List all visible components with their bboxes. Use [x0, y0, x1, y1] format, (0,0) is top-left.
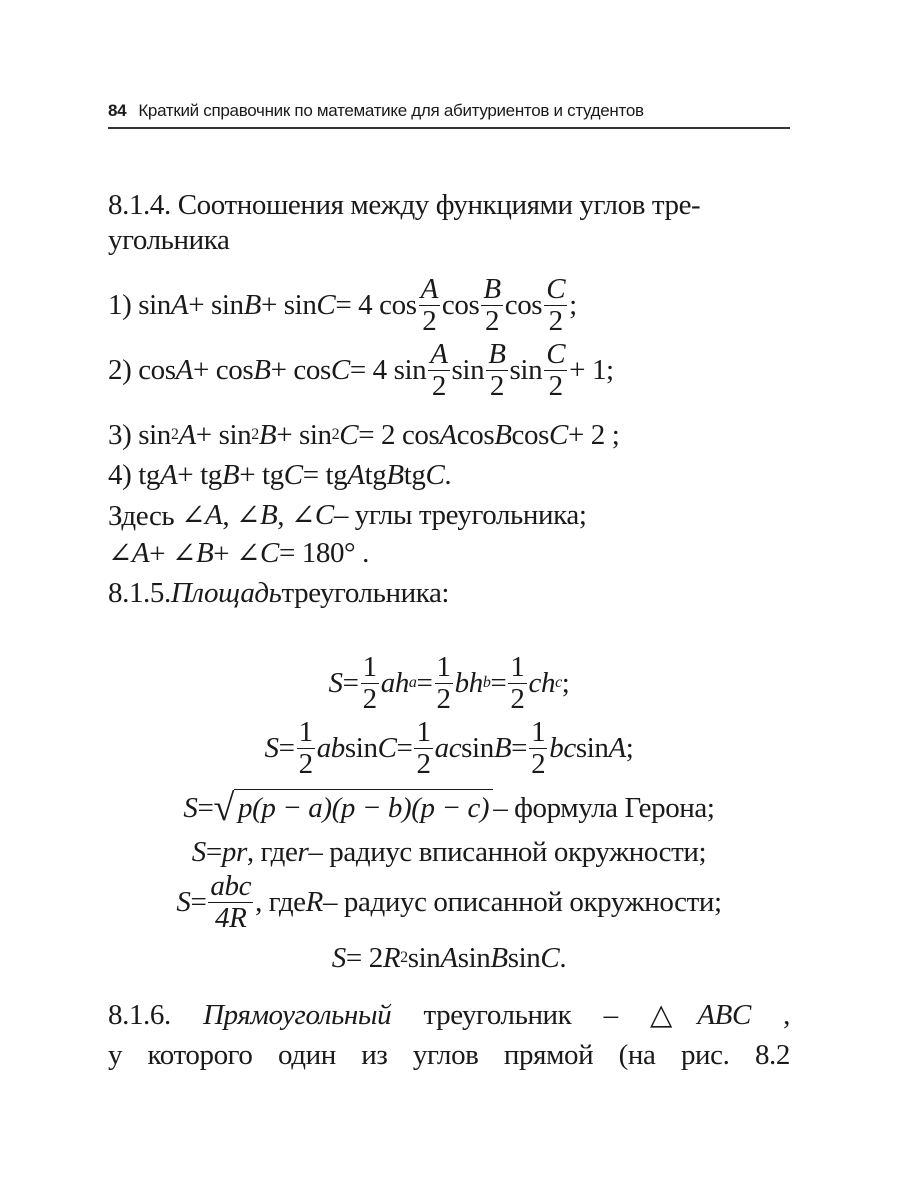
text-run: tg [403, 458, 426, 491]
math-variable: B [221, 458, 240, 491]
text-line [108, 558, 790, 628]
superscript: 2 [331, 426, 340, 443]
text-run: Здесь ∠ [108, 499, 206, 532]
fraction-denominator: 2 [362, 682, 377, 715]
fraction [544, 337, 567, 402]
fraction [481, 272, 502, 337]
text-run: . [559, 941, 567, 974]
math-variable: B [259, 498, 278, 531]
text-run: 8.1.4. Соотношения между функциями углов тре- [108, 188, 701, 221]
text-run: = tg [302, 458, 348, 491]
math-variable: A [170, 288, 189, 321]
text-run: ; [561, 666, 570, 699]
fraction-numerator: A [420, 272, 438, 305]
text-line [108, 335, 790, 405]
math-variable: A [175, 353, 193, 386]
fraction-denominator: 2 [531, 747, 546, 780]
math-variable: S [183, 791, 198, 824]
text-run: – углы треугольника; [333, 498, 587, 531]
fraction-denominator: 2 [416, 747, 431, 780]
fraction-denominator: 2 [485, 304, 500, 337]
text-run: = [490, 666, 507, 699]
math-variable: B [386, 458, 404, 491]
fraction [529, 715, 547, 780]
subscript: c [555, 674, 562, 691]
text-run: + sin [276, 418, 332, 451]
text-run: + tg [177, 458, 222, 491]
math-variable: Площадь [170, 576, 282, 609]
text-run: = [190, 885, 207, 918]
text-run: cos [441, 288, 480, 321]
math-variable: r [297, 835, 309, 868]
fraction-numerator: 1 [510, 650, 525, 683]
math-variable: S [176, 885, 191, 918]
text-run: sin [407, 941, 441, 974]
fraction-numerator: C [546, 337, 566, 370]
text-run: 8.1.6. [108, 999, 204, 1031]
fraction-denominator: 2 [431, 369, 446, 402]
fraction-denominator: 2 [510, 682, 525, 715]
text-run: , где [255, 885, 306, 918]
text-run: 3) sin [108, 418, 171, 451]
math-variable: A [347, 458, 365, 491]
fraction [419, 272, 440, 337]
text-run: у которого один из углов прямой (на рис. 8.2 [108, 1039, 790, 1071]
text-run: , [750, 999, 790, 1031]
math-variable: C [330, 353, 350, 386]
fraction-denominator: 4R [215, 901, 247, 934]
fraction [414, 715, 432, 780]
text-run: sin [451, 353, 485, 386]
math-variable: R [382, 941, 401, 974]
subscript: a [408, 674, 417, 691]
fraction-numerator: A [430, 337, 448, 370]
text-run: = 180° . [278, 536, 369, 569]
math-variable: C [260, 536, 279, 569]
text-line [108, 1020, 790, 1090]
text-run: 4) tg [108, 458, 160, 491]
text-run: + ∠ [213, 537, 260, 570]
math-variable: A [159, 458, 178, 491]
text-run: + 2 ; [567, 418, 620, 451]
fraction [486, 337, 507, 402]
text-run: 1) sin [108, 288, 171, 321]
superscript: 2 [400, 949, 408, 966]
fraction-numerator: 1 [362, 650, 377, 683]
text-run: + sin [188, 288, 244, 321]
math-variable: pr [221, 835, 247, 868]
fraction-numerator: C [546, 272, 566, 305]
math-variable: B [253, 353, 271, 386]
math-variable: C [549, 418, 568, 451]
math-variable: ah [380, 666, 409, 699]
text-run: = 4 sin [349, 353, 427, 386]
fraction-numerator: 1 [416, 715, 431, 748]
radicand: p(p − a)(p − b)(p − c) [234, 789, 493, 827]
text-run: треугольник – △ [391, 999, 698, 1031]
math-variable: C [540, 941, 560, 974]
fraction-denominator: 2 [422, 304, 437, 337]
fraction-denominator: 2 [489, 369, 504, 402]
fraction-numerator: B [488, 337, 506, 370]
text-run: + ∠ [149, 537, 196, 570]
text-run: , где [246, 835, 298, 868]
math-variable: S [191, 835, 206, 868]
math-variable: B [494, 418, 512, 451]
text-run: = [342, 666, 359, 699]
math-variable: B [490, 941, 508, 974]
text-run: = 4 cos [335, 288, 417, 321]
text-run: – формула Герона; [493, 791, 715, 824]
fraction-numerator: 1 [531, 715, 546, 748]
fraction [297, 715, 315, 780]
math-variable: S [264, 731, 279, 764]
math-variable: C [283, 458, 303, 491]
math-variable: C [339, 418, 359, 451]
text-run: = 2 cos [358, 418, 440, 451]
text-run: + tg [239, 458, 284, 491]
fraction [361, 650, 379, 715]
math-variable: ch [528, 666, 556, 699]
text-run: + 1; [569, 353, 614, 386]
text-run: cos [456, 418, 495, 451]
text-run: треугольника: [281, 576, 450, 609]
fraction-numerator: 1 [436, 650, 451, 683]
text-line [108, 205, 790, 275]
formula-line [108, 648, 790, 718]
math-variable: A [205, 498, 223, 531]
text-run: sin [575, 731, 609, 764]
text-run: sin [507, 941, 541, 974]
math-variable: B [195, 536, 214, 569]
text-run: = [511, 731, 528, 764]
text-run: 8.1.5. [108, 576, 171, 609]
math-variable: S [328, 666, 343, 699]
text-run: – радиус вписанной окружности; [308, 835, 707, 868]
fraction [428, 337, 449, 402]
text-run: + cos [193, 353, 254, 386]
fraction-numerator: B [483, 272, 501, 305]
text-run: = [278, 731, 295, 764]
subscript: b [482, 674, 491, 691]
superscript: 2 [251, 426, 259, 443]
math-variable: R [305, 885, 323, 918]
text-run: = [396, 731, 413, 764]
text-run: + sin [260, 288, 317, 321]
math-variable: S [331, 941, 346, 974]
math-variable: C [316, 288, 336, 321]
text-run: = [205, 835, 222, 868]
text-run: ; [625, 731, 634, 764]
text-run: – радиус описанной окружности; [322, 885, 722, 918]
math-variable: bc [549, 731, 576, 764]
text-run: + sin [195, 418, 252, 451]
fraction-denominator: 2 [436, 682, 451, 715]
fraction-numerator: 1 [298, 715, 313, 748]
fraction [544, 272, 567, 337]
text-run: = 2 [345, 941, 383, 974]
radical-sign: √ [213, 787, 234, 829]
math-variable: B [243, 288, 261, 321]
math-variable: B [258, 418, 277, 451]
math-variable: bh [454, 666, 483, 699]
fraction [508, 650, 526, 715]
math-variable: C [314, 498, 334, 531]
text-run: 2) cos [108, 353, 176, 386]
running-title: Краткий справочник по математике для абитуриентов и студентов [138, 101, 644, 120]
running-header [108, 101, 790, 129]
text-run: = [416, 666, 433, 699]
text-run: , ∠ [277, 499, 315, 532]
fraction-numerator: abc [210, 869, 252, 902]
text-line [108, 270, 790, 340]
math-variable: ab [316, 731, 345, 764]
fraction-denominator: 2 [548, 304, 563, 337]
text-run: ; [569, 288, 577, 321]
text-run: , ∠ [222, 499, 260, 532]
math-variable: C [377, 731, 397, 764]
text-run: sin [457, 941, 491, 974]
math-variable: A [608, 731, 626, 764]
text-run: угольника [108, 223, 230, 256]
fraction-denominator: 2 [298, 747, 313, 780]
text-run: cos [511, 418, 550, 451]
text-run: + cos [270, 353, 331, 386]
math-variable: A [439, 418, 457, 451]
text-run: = [197, 791, 214, 824]
math-variable: A [131, 536, 150, 569]
math-variable: A [440, 941, 458, 974]
math-variable: ac [434, 731, 462, 764]
text-run: cos [504, 288, 543, 321]
text-run: sin [461, 731, 494, 764]
text-run: . [444, 458, 452, 491]
fraction [435, 650, 453, 715]
math-variable: A [178, 418, 196, 451]
text-run: sin [509, 353, 543, 386]
math-variable: C [425, 458, 445, 491]
math-variable: B [493, 731, 512, 764]
math-variable: ABC [697, 999, 751, 1031]
superscript: 2 [170, 426, 179, 443]
text-run: tg [364, 458, 387, 491]
fraction-denominator: 2 [548, 369, 563, 402]
text-run: ∠ [108, 537, 132, 570]
math-variable: Прямоугольный [203, 999, 392, 1031]
page-number: 84 [108, 101, 127, 120]
text-run: sin [344, 731, 378, 764]
